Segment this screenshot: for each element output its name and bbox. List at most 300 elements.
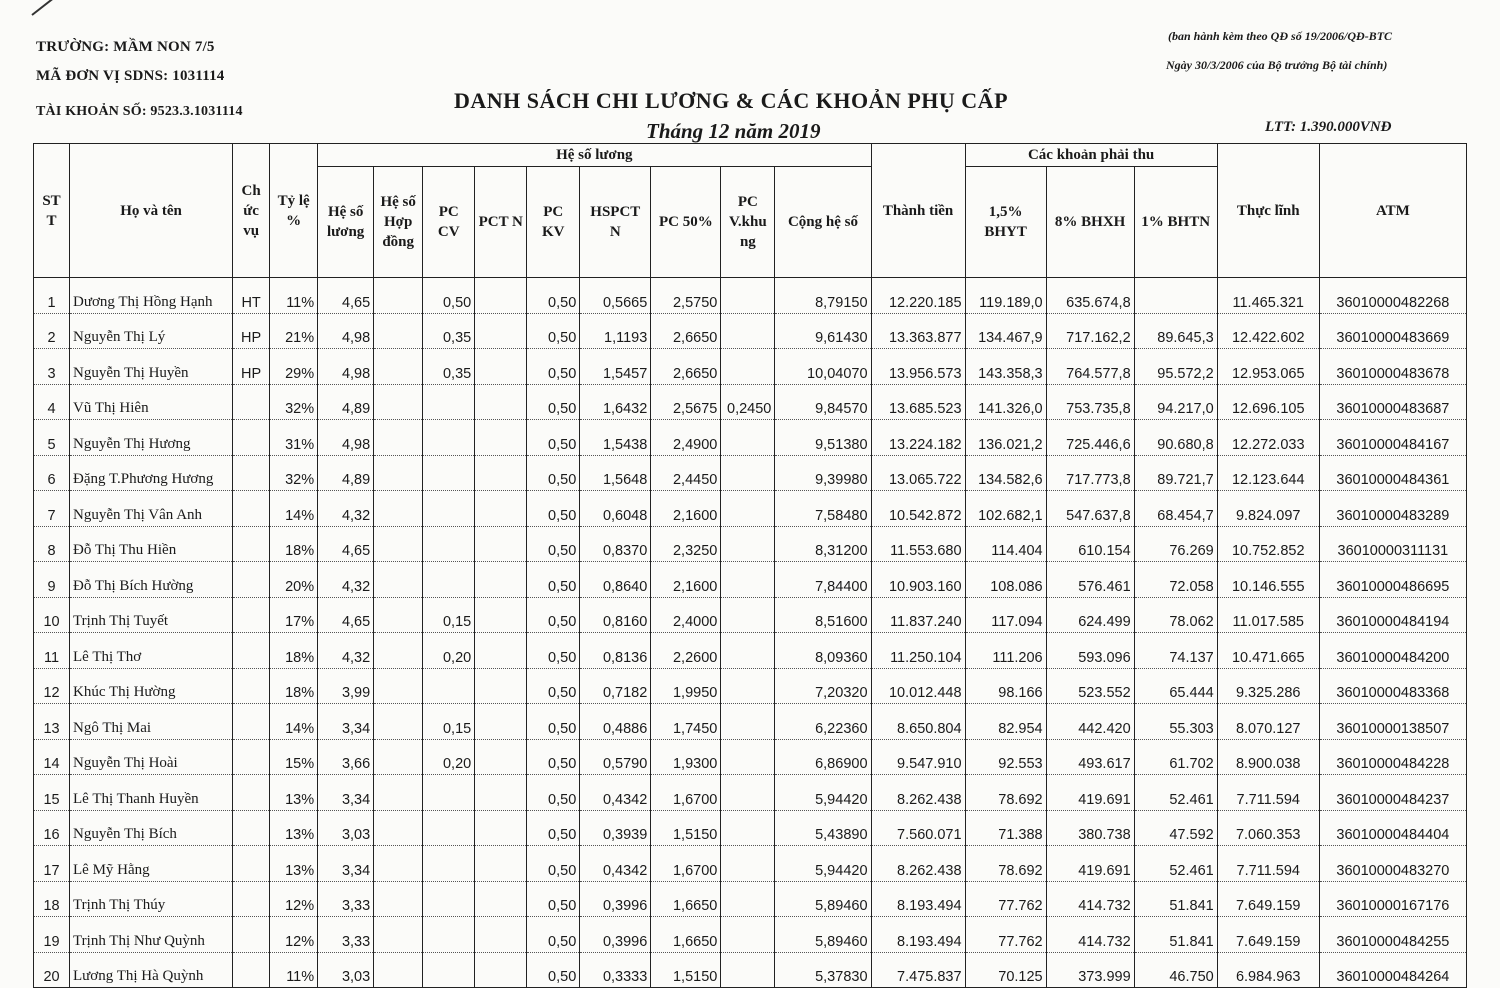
cell-atm: 36010000311131 xyxy=(1319,526,1466,562)
col-total-coefficient: Cộng hệ số xyxy=(775,167,871,278)
cell-amount: 10.542.872 xyxy=(871,491,965,527)
cell-total-coefficient: 5,37830 xyxy=(775,952,871,988)
cell-total-coefficient: 6,86900 xyxy=(775,739,871,775)
cell-name: Nguyễn Thị Hoài xyxy=(70,739,233,775)
cell-amount: 8.193.494 xyxy=(871,917,965,953)
cell-total-coefficient: 10,04070 xyxy=(775,349,871,385)
table-row xyxy=(34,562,1467,598)
cell-atm: 36010000484264 xyxy=(1319,952,1466,988)
cell-ratio: 32% xyxy=(270,455,318,491)
cell-pc-cv xyxy=(423,668,475,704)
cell-total-coefficient: 8,31200 xyxy=(775,526,871,562)
cell-name: Nguyễn Thị Huyền xyxy=(70,349,233,385)
pen-mark xyxy=(31,0,64,16)
cell-stt: 10 xyxy=(34,597,70,633)
cell-pc-vkhung xyxy=(721,668,775,704)
cell-pc-vkhung: 0,2450 xyxy=(721,384,775,420)
cell-bhyt: 78.692 xyxy=(965,846,1046,882)
cell-position: HP xyxy=(233,349,270,385)
cell-pc-vkhung xyxy=(721,633,775,669)
cell-pc-vkhung xyxy=(721,846,775,882)
cell-stt: 13 xyxy=(34,704,70,740)
cell-stt: 6 xyxy=(34,455,70,491)
cell-name: Nguyễn Thị Lý xyxy=(70,313,233,349)
cell-name: Trịnh Thị Tuyết xyxy=(70,597,233,633)
cell-atm: 36010000484167 xyxy=(1319,420,1466,456)
cell-hspctn: 0,7182 xyxy=(580,668,651,704)
cell-bhyt: 136.021,2 xyxy=(965,420,1046,456)
cell-bhyt: 102.682,1 xyxy=(965,491,1046,527)
cell-pc-50: 2,6650 xyxy=(651,349,721,385)
cell-stt: 7 xyxy=(34,491,70,527)
cell-stt: 1 xyxy=(34,278,70,314)
cell-name: Lê Thị Thơ xyxy=(70,633,233,669)
cell-stt: 3 xyxy=(34,349,70,385)
cell-hspctn: 0,5665 xyxy=(580,278,651,314)
cell-pc-kv: 0,50 xyxy=(527,313,580,349)
cell-amount: 7.475.837 xyxy=(871,952,965,988)
cell-amount: 8.650.804 xyxy=(871,704,965,740)
cell-amount: 12.220.185 xyxy=(871,278,965,314)
cell-net-pay: 9.824.097 xyxy=(1217,491,1319,527)
cell-name: Đỗ Thị Bích Hường xyxy=(70,562,233,598)
cell-he-so-hop-dong xyxy=(374,810,423,846)
cell-ratio: 29% xyxy=(270,349,318,385)
cell-pc-50: 1,5150 xyxy=(651,952,721,988)
cell-name: Đỗ Thị Thu Hiền xyxy=(70,526,233,562)
cell-bhtn: 94.217,0 xyxy=(1134,384,1217,420)
cell-pc-50: 2,1600 xyxy=(651,562,721,598)
cell-ratio: 21% xyxy=(270,313,318,349)
cell-pc-cv: 0,15 xyxy=(423,597,475,633)
cell-pc-kv: 0,50 xyxy=(527,775,580,811)
cell-total-coefficient: 9,61430 xyxy=(775,313,871,349)
cell-pc-cv xyxy=(423,846,475,882)
cell-net-pay: 8.070.127 xyxy=(1217,704,1319,740)
table-row xyxy=(34,881,1467,917)
cell-bhyt: 71.388 xyxy=(965,810,1046,846)
cell-he-so-hop-dong xyxy=(374,313,423,349)
cell-pc-kv: 0,50 xyxy=(527,810,580,846)
cell-net-pay: 7.649.159 xyxy=(1217,881,1319,917)
cell-position xyxy=(233,420,270,456)
cell-bhtn: 61.702 xyxy=(1134,739,1217,775)
cell-name: Nguyễn Thị Hương xyxy=(70,420,233,456)
cell-he-so-luong: 3,66 xyxy=(318,739,374,775)
cell-bhxh: 624.499 xyxy=(1046,597,1134,633)
cell-he-so-hop-dong xyxy=(374,420,423,456)
cell-he-so-hop-dong xyxy=(374,278,423,314)
cell-pc-50: 1,6650 xyxy=(651,917,721,953)
cell-net-pay: 10.752.852 xyxy=(1217,526,1319,562)
cell-bhxh: 493.617 xyxy=(1046,739,1134,775)
cell-pc-cv: 0,35 xyxy=(423,313,475,349)
cell-hspctn: 1,5457 xyxy=(580,349,651,385)
cell-pc-cv xyxy=(423,917,475,953)
cell-he-so-hop-dong xyxy=(374,455,423,491)
cell-name: Khúc Thị Hường xyxy=(70,668,233,704)
cell-ratio: 13% xyxy=(270,775,318,811)
cell-name: Ngô Thị Mai xyxy=(70,704,233,740)
cell-stt: 2 xyxy=(34,313,70,349)
cell-total-coefficient: 9,84570 xyxy=(775,384,871,420)
cell-hspctn: 0,8370 xyxy=(580,526,651,562)
cell-position xyxy=(233,668,270,704)
cell-position xyxy=(233,917,270,953)
cell-ratio: 11% xyxy=(270,278,318,314)
cell-total-coefficient: 8,09360 xyxy=(775,633,871,669)
base-salary: LTT: 1.390.000VNĐ xyxy=(1265,119,1392,135)
cell-bhtn: 78.062 xyxy=(1134,597,1217,633)
col-bhtn: 1% BHTN xyxy=(1134,167,1217,278)
document-title: DANH SÁCH CHI LƯƠNG & CÁC KHOẢN PHỤ CẤP xyxy=(454,88,1009,113)
col-pc-cv: PC CV xyxy=(423,167,475,278)
col-he-so-hop-dong: Hệ số Hợp đồng xyxy=(374,167,423,278)
cell-hspctn: 0,3996 xyxy=(580,881,651,917)
cell-net-pay: 11.465.321 xyxy=(1217,278,1319,314)
cell-stt: 19 xyxy=(34,917,70,953)
table-row xyxy=(34,668,1467,704)
cell-position xyxy=(233,704,270,740)
cell-he-so-hop-dong xyxy=(374,597,423,633)
cell-position xyxy=(233,739,270,775)
cell-pc-cv xyxy=(423,526,475,562)
cell-pc-ctn xyxy=(475,455,527,491)
cell-bhxh: 725.446,6 xyxy=(1046,420,1134,456)
cell-pc-vkhung xyxy=(721,455,775,491)
col-hspctn: HSPCT N xyxy=(580,167,651,278)
cell-ratio: 11% xyxy=(270,952,318,988)
cell-pc-50: 2,2600 xyxy=(651,633,721,669)
cell-bhyt: 108.086 xyxy=(965,562,1046,598)
cell-position xyxy=(233,562,270,598)
cell-hspctn: 0,6048 xyxy=(580,491,651,527)
cell-stt: 15 xyxy=(34,775,70,811)
cell-bhyt: 134.467,9 xyxy=(965,313,1046,349)
cell-pc-kv: 0,50 xyxy=(527,420,580,456)
cell-amount: 11.553.680 xyxy=(871,526,965,562)
cell-pc-cv xyxy=(423,420,475,456)
cell-amount: 13.685.523 xyxy=(871,384,965,420)
cell-net-pay: 9.325.286 xyxy=(1217,668,1319,704)
cell-bhtn: 89.721,7 xyxy=(1134,455,1217,491)
cell-pc-50: 1,7450 xyxy=(651,704,721,740)
cell-hspctn: 0,8160 xyxy=(580,597,651,633)
cell-bhxh: 419.691 xyxy=(1046,775,1134,811)
cell-he-so-hop-dong xyxy=(374,952,423,988)
cell-he-so-luong: 3,03 xyxy=(318,810,374,846)
cell-net-pay: 12.696.105 xyxy=(1217,384,1319,420)
cell-he-so-hop-dong xyxy=(374,562,423,598)
cell-total-coefficient: 7,84400 xyxy=(775,562,871,598)
cell-name: Lê Thị Thanh Huyền xyxy=(70,775,233,811)
cell-amount: 13.224.182 xyxy=(871,420,965,456)
decision-note-1: (ban hành kèm theo QĐ số 19/2006/QĐ-BTC xyxy=(1168,29,1393,43)
salary-table xyxy=(33,143,1467,988)
cell-bhyt: 141.326,0 xyxy=(965,384,1046,420)
salary-rows xyxy=(34,278,1467,988)
cell-he-so-luong: 3,33 xyxy=(318,881,374,917)
cell-net-pay: 10.471.665 xyxy=(1217,633,1319,669)
cell-pc-50: 2,1600 xyxy=(651,491,721,527)
cell-position xyxy=(233,491,270,527)
cell-he-so-hop-dong xyxy=(374,526,423,562)
cell-net-pay: 7.711.594 xyxy=(1217,775,1319,811)
col-pc-ctn: PCT N xyxy=(475,167,527,278)
cell-stt: 5 xyxy=(34,420,70,456)
cell-bhtn xyxy=(1134,278,1217,314)
cell-bhxh: 635.674,8 xyxy=(1046,278,1134,314)
cell-bhtn: 51.841 xyxy=(1134,917,1217,953)
cell-bhyt: 119.189,0 xyxy=(965,278,1046,314)
cell-pc-kv: 0,50 xyxy=(527,846,580,882)
cell-hspctn: 1,5438 xyxy=(580,420,651,456)
cell-bhtn: 52.461 xyxy=(1134,846,1217,882)
cell-pc-cv: 0,35 xyxy=(423,349,475,385)
cell-net-pay: 12.953.065 xyxy=(1217,349,1319,385)
cell-atm: 36010000483678 xyxy=(1319,349,1466,385)
table-row xyxy=(34,704,1467,740)
cell-pc-cv: 0,20 xyxy=(423,633,475,669)
col-name: Họ và tên xyxy=(70,144,233,278)
cell-stt: 8 xyxy=(34,526,70,562)
cell-total-coefficient: 7,20320 xyxy=(775,668,871,704)
cell-name: Đặng T.Phương Hương xyxy=(70,455,233,491)
col-position: Ch ức vụ xyxy=(233,144,270,278)
cell-bhxh: 380.738 xyxy=(1046,810,1134,846)
cell-pc-50: 2,4000 xyxy=(651,597,721,633)
col-net-pay: Thực lĩnh xyxy=(1217,144,1319,278)
cell-pc-ctn xyxy=(475,313,527,349)
cell-pc-cv xyxy=(423,562,475,598)
cell-pc-kv: 0,50 xyxy=(527,278,580,314)
cell-bhtn: 95.572,2 xyxy=(1134,349,1217,385)
cell-pc-cv xyxy=(423,384,475,420)
cell-atm: 36010000484404 xyxy=(1319,810,1466,846)
cell-stt: 16 xyxy=(34,810,70,846)
cell-bhyt: 92.553 xyxy=(965,739,1046,775)
cell-bhxh: 753.735,8 xyxy=(1046,384,1134,420)
cell-bhyt: 78.692 xyxy=(965,775,1046,811)
cell-name: Nguyễn Thị Bích xyxy=(70,810,233,846)
cell-ratio: 18% xyxy=(270,526,318,562)
cell-bhxh: 610.154 xyxy=(1046,526,1134,562)
cell-bhxh: 442.420 xyxy=(1046,704,1134,740)
cell-pc-ctn xyxy=(475,668,527,704)
cell-stt: 18 xyxy=(34,881,70,917)
cell-atm: 36010000483368 xyxy=(1319,668,1466,704)
cell-total-coefficient: 5,43890 xyxy=(775,810,871,846)
cell-ratio: 14% xyxy=(270,704,318,740)
col-pc-50: PC 50% xyxy=(651,167,721,278)
cell-atm: 36010000483669 xyxy=(1319,313,1466,349)
table-row xyxy=(34,420,1467,456)
cell-total-coefficient: 9,51380 xyxy=(775,420,871,456)
cell-pc-kv: 0,50 xyxy=(527,917,580,953)
cell-pc-cv xyxy=(423,491,475,527)
cell-stt: 14 xyxy=(34,739,70,775)
cell-pc-ctn xyxy=(475,491,527,527)
cell-ratio: 18% xyxy=(270,668,318,704)
cell-he-so-luong: 3,03 xyxy=(318,952,374,988)
cell-total-coefficient: 7,58480 xyxy=(775,491,871,527)
cell-pc-vkhung xyxy=(721,278,775,314)
cell-he-so-luong: 4,32 xyxy=(318,633,374,669)
cell-pc-ctn xyxy=(475,278,527,314)
table-row xyxy=(34,455,1467,491)
cell-position xyxy=(233,846,270,882)
cell-atm: 36010000484228 xyxy=(1319,739,1466,775)
table-row xyxy=(34,313,1467,349)
cell-amount: 13.065.722 xyxy=(871,455,965,491)
cell-total-coefficient: 6,22360 xyxy=(775,704,871,740)
cell-pc-kv: 0,50 xyxy=(527,597,580,633)
cell-position xyxy=(233,455,270,491)
cell-atm: 36010000167176 xyxy=(1319,881,1466,917)
cell-hspctn: 0,5790 xyxy=(580,739,651,775)
cell-position: HT xyxy=(233,278,270,314)
table-row xyxy=(34,349,1467,385)
col-he-so-luong: Hệ số lương xyxy=(318,167,374,278)
cell-he-so-hop-dong xyxy=(374,704,423,740)
cell-pc-vkhung xyxy=(721,420,775,456)
cell-ratio: 32% xyxy=(270,384,318,420)
cell-he-so-luong: 3,34 xyxy=(318,775,374,811)
cell-bhtn: 46.750 xyxy=(1134,952,1217,988)
cell-bhtn: 89.645,3 xyxy=(1134,313,1217,349)
cell-amount: 13.363.877 xyxy=(871,313,965,349)
school-name: TRƯỜNG: MẦM NON 7/5 xyxy=(36,39,215,55)
table-row xyxy=(34,775,1467,811)
cell-bhxh: 717.162,2 xyxy=(1046,313,1134,349)
cell-hspctn: 1,1193 xyxy=(580,313,651,349)
cell-name: Nguyễn Thị Vân Anh xyxy=(70,491,233,527)
cell-ratio: 18% xyxy=(270,633,318,669)
cell-he-so-hop-dong xyxy=(374,384,423,420)
cell-atm: 36010000486695 xyxy=(1319,562,1466,598)
cell-pc-cv xyxy=(423,952,475,988)
col-amount: Thành tiền xyxy=(871,144,965,278)
decision-note-2: Ngày 30/3/2006 của Bộ trưởng Bộ tài chính) xyxy=(1166,58,1388,72)
cell-bhyt: 111.206 xyxy=(965,633,1046,669)
cell-net-pay: 10.146.555 xyxy=(1217,562,1319,598)
cell-he-so-luong: 4,89 xyxy=(318,455,374,491)
table-row xyxy=(34,917,1467,953)
cell-stt: 9 xyxy=(34,562,70,598)
cell-pc-50: 2,5750 xyxy=(651,278,721,314)
col-atm: ATM xyxy=(1319,144,1466,278)
cell-he-so-hop-dong xyxy=(374,917,423,953)
table-row xyxy=(34,952,1467,988)
cell-pc-ctn xyxy=(475,562,527,598)
cell-he-so-hop-dong xyxy=(374,633,423,669)
cell-pc-50: 1,6650 xyxy=(651,881,721,917)
cell-pc-vkhung xyxy=(721,704,775,740)
cell-bhtn: 68.454,7 xyxy=(1134,491,1217,527)
cell-bhtn: 65.444 xyxy=(1134,668,1217,704)
cell-he-so-luong: 4,32 xyxy=(318,562,374,598)
cell-bhtn: 47.592 xyxy=(1134,810,1217,846)
cell-pc-ctn xyxy=(475,384,527,420)
cell-pc-kv: 0,50 xyxy=(527,491,580,527)
col-pc-kv: PC KV xyxy=(527,167,580,278)
document-subtitle: Tháng 12 năm 2019 xyxy=(646,119,821,143)
cell-amount: 10.012.448 xyxy=(871,668,965,704)
cell-hspctn: 0,8136 xyxy=(580,633,651,669)
cell-pc-vkhung xyxy=(721,349,775,385)
cell-he-so-luong: 4,89 xyxy=(318,384,374,420)
cell-pc-vkhung xyxy=(721,313,775,349)
cell-bhxh: 373.999 xyxy=(1046,952,1134,988)
cell-atm: 36010000483687 xyxy=(1319,384,1466,420)
cell-pc-50: 2,6650 xyxy=(651,313,721,349)
cell-pc-50: 2,3250 xyxy=(651,526,721,562)
cell-he-so-luong: 4,32 xyxy=(318,491,374,527)
cell-atm: 36010000484200 xyxy=(1319,633,1466,669)
cell-pc-vkhung xyxy=(721,810,775,846)
cell-he-so-hop-dong xyxy=(374,349,423,385)
cell-pc-ctn xyxy=(475,846,527,882)
cell-pc-vkhung xyxy=(721,952,775,988)
cell-pc-ctn xyxy=(475,526,527,562)
cell-total-coefficient: 8,79150 xyxy=(775,278,871,314)
cell-net-pay: 11.017.585 xyxy=(1217,597,1319,633)
cell-pc-cv xyxy=(423,775,475,811)
cell-pc-vkhung xyxy=(721,562,775,598)
cell-total-coefficient: 9,39980 xyxy=(775,455,871,491)
cell-position xyxy=(233,810,270,846)
cell-position xyxy=(233,952,270,988)
col-ratio: Tỷ lệ % xyxy=(270,144,318,278)
cell-ratio: 14% xyxy=(270,491,318,527)
cell-atm: 36010000483270 xyxy=(1319,846,1466,882)
cell-total-coefficient: 8,51600 xyxy=(775,597,871,633)
cell-pc-50: 1,9950 xyxy=(651,668,721,704)
cell-total-coefficient: 5,94420 xyxy=(775,775,871,811)
cell-total-coefficient: 5,94420 xyxy=(775,846,871,882)
cell-amount: 11.837.240 xyxy=(871,597,965,633)
cell-pc-kv: 0,50 xyxy=(527,704,580,740)
cell-bhyt: 70.125 xyxy=(965,952,1046,988)
col-pc-vkhung: PC V.khu ng xyxy=(721,167,775,278)
cell-he-so-luong: 3,34 xyxy=(318,704,374,740)
cell-ratio: 13% xyxy=(270,846,318,882)
cell-hspctn: 0,3996 xyxy=(580,917,651,953)
cell-bhtn: 52.461 xyxy=(1134,775,1217,811)
cell-pc-kv: 0,50 xyxy=(527,384,580,420)
cell-amount: 10.903.160 xyxy=(871,562,965,598)
cell-bhxh: 576.461 xyxy=(1046,562,1134,598)
cell-hspctn: 0,8640 xyxy=(580,562,651,598)
cell-atm: 36010000484237 xyxy=(1319,775,1466,811)
cell-hspctn: 0,4342 xyxy=(580,775,651,811)
cell-position xyxy=(233,633,270,669)
cell-position xyxy=(233,775,270,811)
cell-bhxh: 523.552 xyxy=(1046,668,1134,704)
cell-pc-vkhung xyxy=(721,775,775,811)
cell-bhtn: 72.058 xyxy=(1134,562,1217,598)
cell-amount: 8.262.438 xyxy=(871,775,965,811)
cell-position xyxy=(233,526,270,562)
cell-position: HP xyxy=(233,313,270,349)
table-row xyxy=(34,278,1467,314)
cell-bhxh: 717.773,8 xyxy=(1046,455,1134,491)
cell-ratio: 13% xyxy=(270,810,318,846)
cell-he-so-luong: 4,98 xyxy=(318,420,374,456)
cell-pc-ctn xyxy=(475,349,527,385)
cell-pc-50: 1,5150 xyxy=(651,810,721,846)
cell-he-so-hop-dong xyxy=(374,668,423,704)
